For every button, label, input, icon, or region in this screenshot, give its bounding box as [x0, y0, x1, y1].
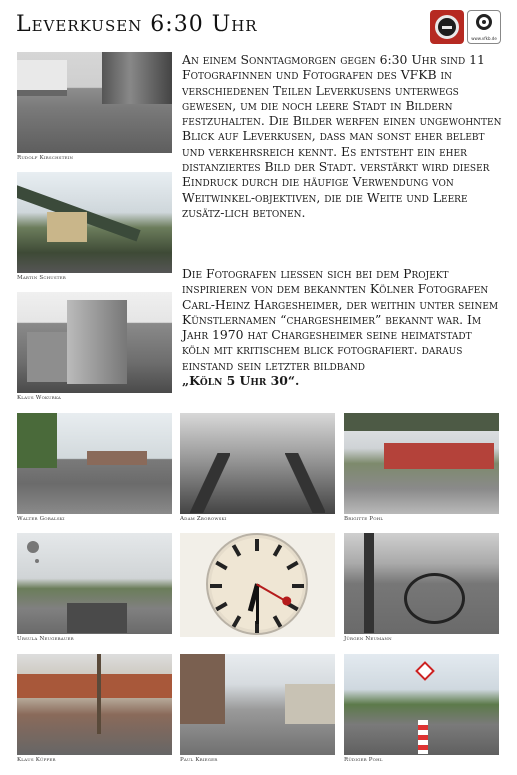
intro-paragraph-1: An einem Sonntagmorgen gegen 6:30 Uhr sind 11 Fotografinnen und Fotografen des VFKB in verschiedenen Teilen Leverkusens unterwegs gewesen, um die noch leere Stadt in Bildern festzuhalten. Die Bilder werfen einen ungewohnten Blick auf Leverkusen, dass man sonst eher belebt und verkehrsreich kennt. Es entsteht ein eher distanziertes Bild der Stadt. verstärkt wird dieser Eindruck durch die häufige Verwendung von Weitwinkel-objektiven, die die Weite und Leere zusätz-lich betonen.: [182, 52, 502, 220]
photo-kuepper: [17, 654, 172, 755]
photo-krieger: [180, 654, 335, 755]
caption-zborowski: Adam Zborowski: [180, 516, 227, 522]
photo-neumann: [344, 533, 499, 634]
photo-zborowski: [180, 413, 335, 514]
aperture-icon: [476, 14, 492, 30]
clock-second-hand: [257, 583, 289, 602]
clock-image: [180, 533, 335, 637]
aperture-logo: [467, 10, 501, 44]
intro-paragraph-2: [182, 266, 502, 388]
caption-goralski: Walter Goralski: [17, 516, 65, 522]
logo-url: www.vfkb.de: [471, 36, 497, 41]
caption-kuepper: Klaus Küpper: [17, 757, 56, 763]
caption-schuster: Martin Schuster: [17, 275, 66, 281]
caption-wokurka: Klaus Wokurka: [17, 395, 61, 401]
photo-brigitte-pohl: [344, 413, 499, 514]
clock-minute-hand: [256, 584, 259, 624]
book-title: „Köln 5 Uhr 30“.: [182, 373, 300, 389]
photo-goralski: [17, 413, 172, 514]
intro-paragraph-2-text: Die Fotografen liessen sich bei dem Projekt inspirieren von dem bekannten Kölner Fotografen Carl-Heinz Hargesheimer, der weithin unter seinem Künstlernamen “chargesheimer” bekannt war. Im Jahr 1970 hat Chargesheimer seine heimatstadt köln mit kritischem blick fotografiert. daraus einstand sein letzter bildband: [182, 266, 499, 373]
photo-schuster: [17, 172, 172, 273]
poster-title: Leverkusen 6:30 Uhr: [16, 12, 258, 37]
caption-ruediger-pohl: Rüdiger Pohl: [344, 757, 383, 763]
caption-krieger: Paul Krieger: [180, 757, 218, 763]
caption-brigitte-pohl: Brigitte Pohl: [344, 516, 384, 522]
club-logo: [430, 10, 464, 44]
logo-group: [430, 10, 501, 44]
photo-wokurka: [17, 292, 172, 393]
caption-neugebauer: Ursula Neugebauer: [17, 636, 74, 642]
photo-kirschstein: [17, 52, 172, 153]
caption-kirschstein: Rudolf Kirschstein: [17, 155, 74, 161]
caption-neumann: Jürgen Neumann: [344, 636, 392, 642]
clock-icon: [206, 533, 308, 635]
photo-ruediger-pohl: [344, 654, 499, 755]
photo-neugebauer: [17, 533, 172, 634]
